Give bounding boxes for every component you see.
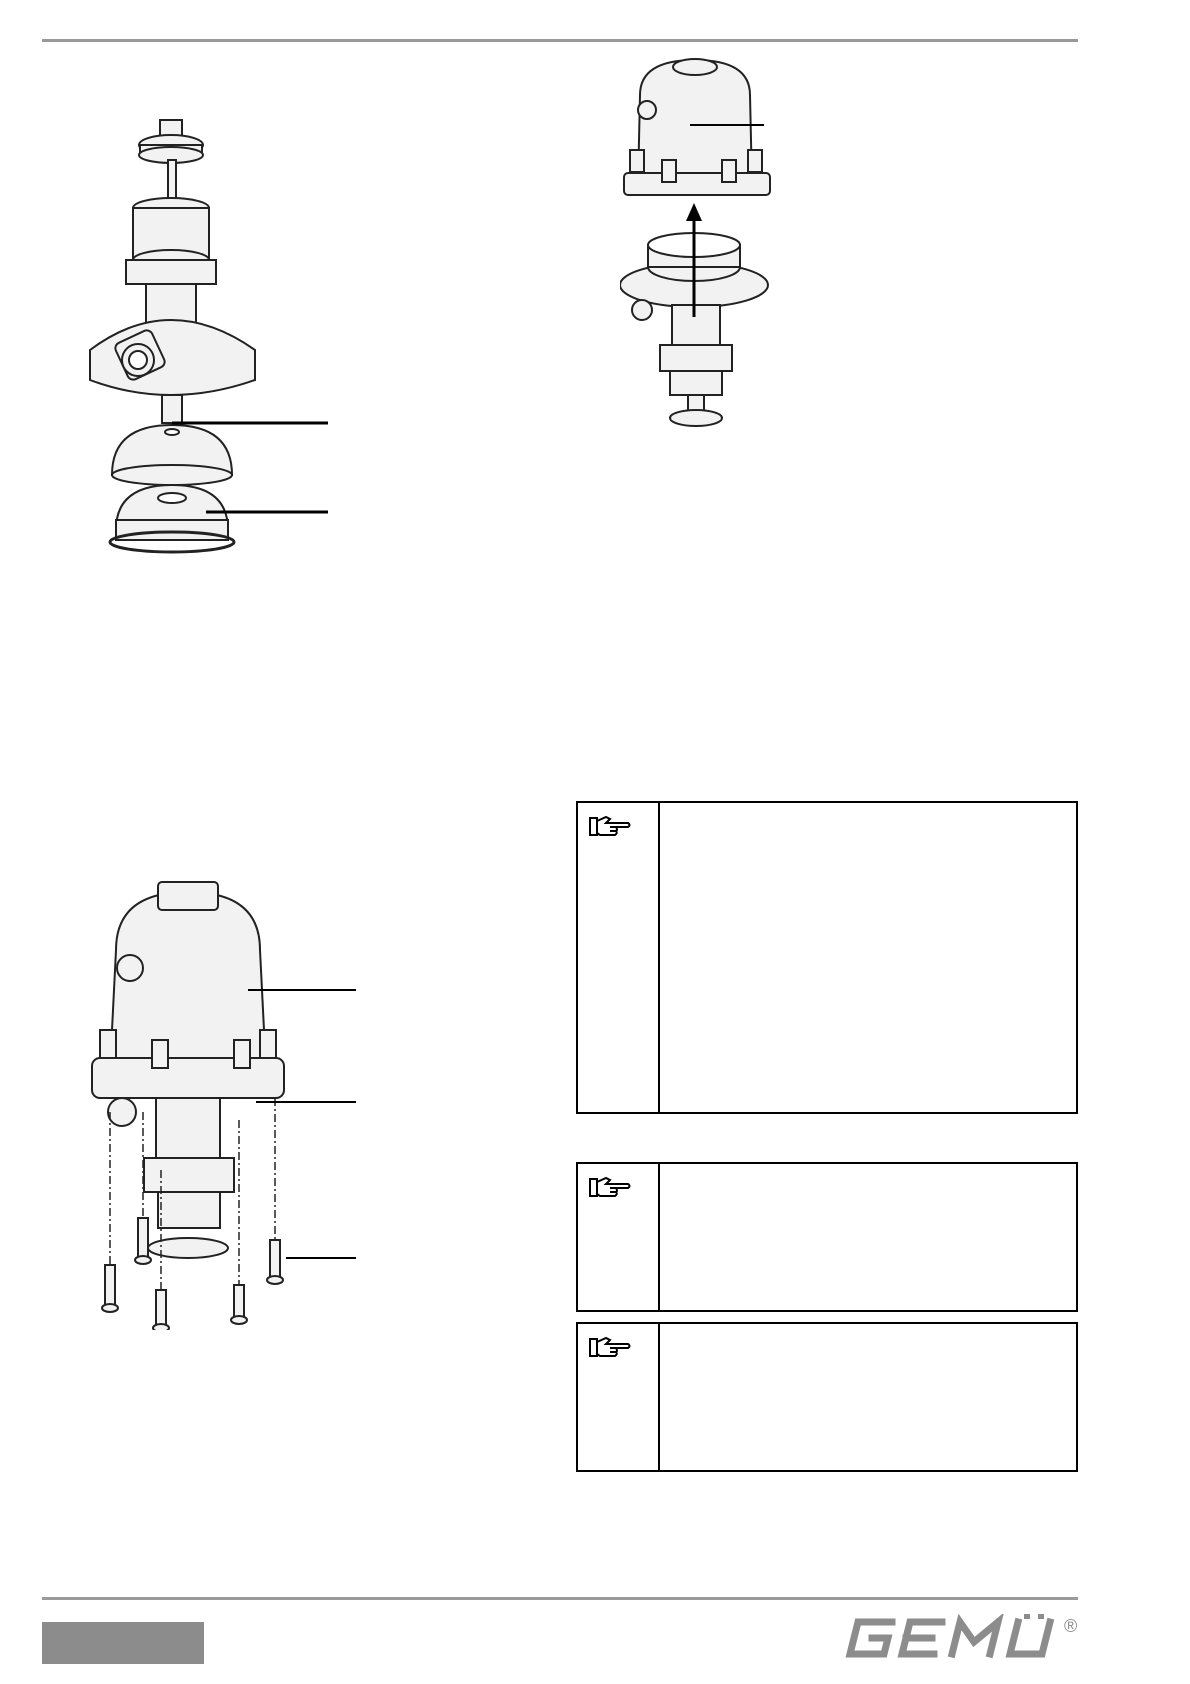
note-box-1 xyxy=(576,801,1078,1114)
figure-exploded-valve xyxy=(80,110,350,610)
gemu-logo-mark xyxy=(844,1614,1074,1660)
exploded-valve-illustration xyxy=(80,110,350,610)
note-icon-cell xyxy=(578,1164,660,1310)
note-box-3 xyxy=(576,1322,1078,1472)
header-rule xyxy=(42,39,1078,42)
figure-actuator-lift-off xyxy=(620,55,840,475)
pointing-hand-icon xyxy=(588,1174,632,1200)
registered-mark: ® xyxy=(1064,1616,1078,1636)
actuator-bolts-illustration xyxy=(88,880,368,1330)
pointing-hand-icon xyxy=(588,813,632,839)
actuator-lift-off-illustration xyxy=(620,55,840,475)
note-icon-cell xyxy=(578,1324,660,1470)
footer-rule xyxy=(42,1597,1078,1600)
pointing-hand-icon xyxy=(588,1334,632,1360)
note-text xyxy=(666,1336,1064,1458)
note-icon-cell xyxy=(578,803,660,1112)
note-box-2 xyxy=(576,1162,1078,1312)
note-text xyxy=(666,815,1064,1100)
gemu-logo xyxy=(844,1614,1074,1665)
note-text xyxy=(666,1176,1064,1298)
page-number-tab xyxy=(42,1622,204,1664)
figure-actuator-bolts xyxy=(88,880,368,1330)
